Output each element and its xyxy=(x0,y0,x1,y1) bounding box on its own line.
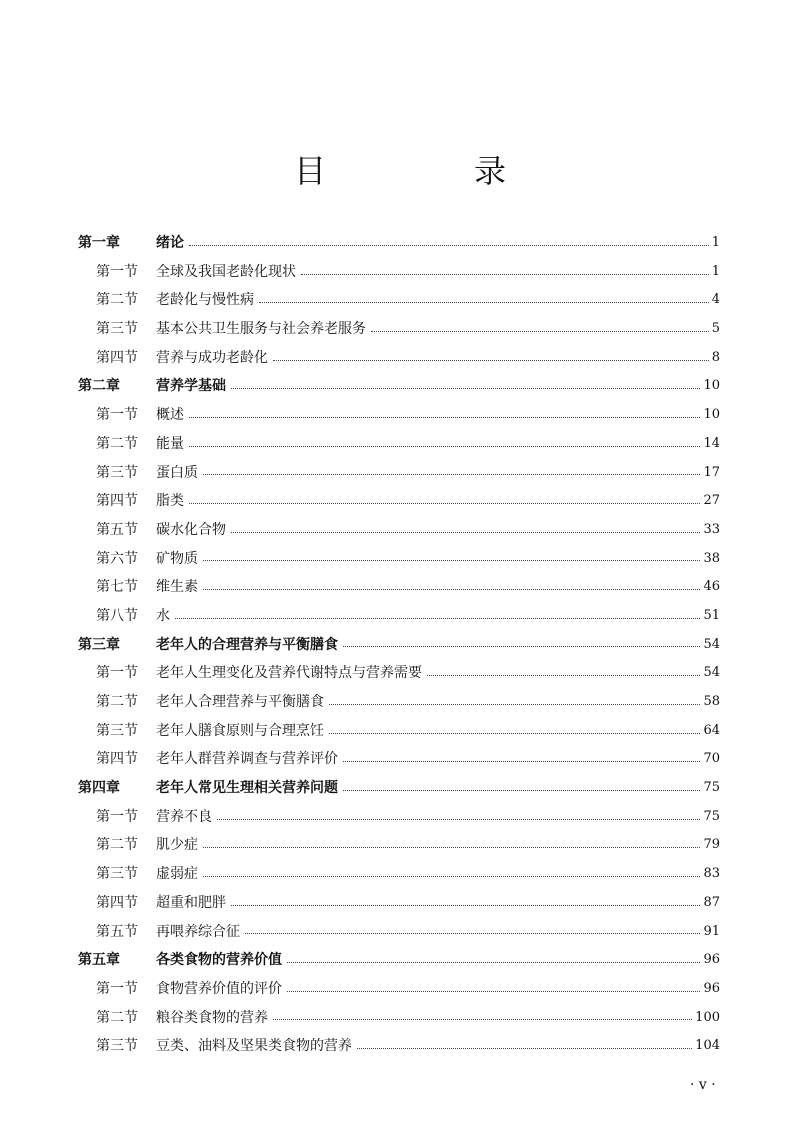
toc-entry-number: 第一节 xyxy=(96,263,138,280)
toc-entry-title: 虚弱症 xyxy=(156,866,198,883)
toc-dot-leader xyxy=(175,618,700,619)
toc-entry-title: 营养学基础 xyxy=(156,378,226,395)
toc-entry-page: 17 xyxy=(703,464,720,480)
toc-entry-title: 肌少症 xyxy=(156,837,198,854)
toc-section-entry[interactable] xyxy=(78,573,720,602)
toc-entry-title: 维生素 xyxy=(156,579,198,596)
toc-entry-title: 豆类、油料及坚果类食物的营养 xyxy=(156,1038,352,1055)
toc-entry-page: 14 xyxy=(703,435,720,451)
toc-section-entry[interactable] xyxy=(78,516,720,545)
toc-entry-page: 70 xyxy=(703,751,720,767)
toc-entry-page: 104 xyxy=(695,1038,720,1054)
toc-section-entry[interactable] xyxy=(78,487,720,516)
toc-chapter-entry[interactable] xyxy=(78,774,720,803)
toc-entry-number: 第四章 xyxy=(78,780,120,797)
toc-entry-number: 第二节 xyxy=(96,837,138,854)
toc-chapter-entry[interactable] xyxy=(78,631,720,660)
toc-entry-page: 96 xyxy=(703,980,720,996)
toc-dot-leader xyxy=(189,245,709,246)
toc-dot-leader xyxy=(203,589,700,590)
toc-dot-leader xyxy=(427,675,700,676)
toc-section-entry[interactable] xyxy=(78,545,720,574)
toc-entry-page: 10 xyxy=(703,407,720,423)
toc-entry-title: 超重和肥胖 xyxy=(156,894,226,911)
toc-entry-number: 第七节 xyxy=(96,579,138,596)
toc-entry-number: 第三节 xyxy=(96,1038,138,1055)
toc-chapter-entry[interactable] xyxy=(78,229,720,258)
toc-entry-number: 第二节 xyxy=(96,1009,138,1026)
toc-entry-number: 第五章 xyxy=(78,952,120,969)
toc-section-entry[interactable] xyxy=(78,459,720,488)
toc-entry-title: 能量 xyxy=(156,435,184,452)
toc-dot-leader xyxy=(245,933,700,934)
toc-dot-leader xyxy=(343,761,700,762)
toc-dot-leader xyxy=(259,302,709,303)
toc-chapter-entry[interactable] xyxy=(78,946,720,975)
toc-entry-number: 第六节 xyxy=(96,550,138,567)
toc-entry-title: 概述 xyxy=(156,407,184,424)
toc-entry-title: 矿物质 xyxy=(156,550,198,567)
toc-entry-number: 第一章 xyxy=(78,235,120,251)
toc-entry-title: 各类食物的营养价值 xyxy=(156,952,282,969)
toc-section-entry[interactable] xyxy=(78,430,720,459)
toc-dot-leader xyxy=(203,847,700,848)
toc-entry-number: 第二节 xyxy=(96,435,138,452)
toc-section-entry[interactable] xyxy=(78,344,720,373)
toc-dot-leader xyxy=(273,1019,692,1020)
toc-dot-leader xyxy=(203,876,700,877)
toc-section-entry[interactable] xyxy=(78,286,720,315)
toc-entry-title: 水 xyxy=(156,607,170,624)
toc-section-entry[interactable] xyxy=(78,1032,720,1061)
toc-entry-number: 第三节 xyxy=(96,722,138,739)
toc-section-entry[interactable] xyxy=(78,315,720,344)
toc-dot-leader xyxy=(231,532,700,533)
toc-dot-leader xyxy=(343,790,700,791)
toc-section-entry[interactable] xyxy=(78,803,720,832)
toc-section-entry[interactable] xyxy=(78,831,720,860)
toc-entry-page: 1 xyxy=(711,235,720,250)
toc-section-entry[interactable] xyxy=(78,688,720,717)
toc-entry-number: 第三节 xyxy=(96,321,138,338)
toc-dot-leader xyxy=(189,446,700,447)
toc-section-entry[interactable] xyxy=(78,889,720,918)
toc-dot-leader xyxy=(231,905,700,906)
toc-entry-number: 第三节 xyxy=(96,464,138,481)
toc-dot-leader xyxy=(329,704,700,705)
toc-dot-leader xyxy=(203,474,700,475)
toc-entry-number: 第一节 xyxy=(96,665,138,682)
toc-entry-page: 87 xyxy=(703,894,720,910)
toc-entry-page: 64 xyxy=(703,722,720,738)
toc-dot-leader xyxy=(203,560,700,561)
toc-entry-number: 第四节 xyxy=(96,751,138,768)
toc-entry-title: 绪论 xyxy=(156,235,184,251)
toc-entry-number: 第五节 xyxy=(96,521,138,538)
toc-chapter-entry[interactable] xyxy=(78,372,720,401)
toc-section-entry[interactable] xyxy=(78,1004,720,1033)
toc-entry-number: 第三章 xyxy=(78,636,120,653)
toc-entry-title: 碳水化合物 xyxy=(156,521,226,538)
toc-entry-page: 75 xyxy=(703,780,720,796)
toc-entry-number: 第四节 xyxy=(96,349,138,366)
toc-dot-leader xyxy=(371,331,709,332)
toc-entry-title: 脂类 xyxy=(156,493,184,510)
toc-section-entry[interactable] xyxy=(78,717,720,746)
toc-entry-page: 51 xyxy=(703,607,720,623)
toc-entry-page: 100 xyxy=(695,1009,720,1025)
toc-entry-page: 5 xyxy=(711,321,720,337)
toc-entry-title: 再喂养综合征 xyxy=(156,923,240,940)
toc-entry-number: 第二节 xyxy=(96,292,138,309)
table-of-contents xyxy=(78,229,720,1061)
toc-entry-title: 老年人群营养调查与营养评价 xyxy=(156,751,338,768)
toc-entry-page: 33 xyxy=(703,521,720,537)
toc-entry-title: 老龄化与慢性病 xyxy=(156,292,254,309)
toc-entry-page: 38 xyxy=(703,550,720,566)
toc-entry-page: 46 xyxy=(703,579,720,595)
toc-section-entry[interactable] xyxy=(78,258,720,287)
toc-entry-title: 基本公共卫生服务与社会养老服务 xyxy=(156,321,366,338)
toc-section-entry[interactable] xyxy=(78,602,720,631)
page-number: · v · xyxy=(690,1077,716,1093)
toc-dot-leader xyxy=(357,1048,692,1049)
toc-entry-title: 蛋白质 xyxy=(156,464,198,481)
page-title: 目 录 xyxy=(293,152,564,190)
toc-entry-page: 10 xyxy=(703,378,720,394)
toc-entry-title: 老年人合理营养与平衡膳食 xyxy=(156,694,324,710)
toc-entry-number: 第二节 xyxy=(96,694,138,710)
toc-dot-leader xyxy=(301,274,709,275)
toc-entry-number: 第二章 xyxy=(78,378,120,395)
toc-entry-page: 27 xyxy=(703,493,720,509)
toc-entry-page: 79 xyxy=(703,837,720,853)
toc-entry-page: 96 xyxy=(703,952,720,968)
toc-entry-page: 54 xyxy=(703,665,720,681)
toc-section-entry[interactable] xyxy=(78,745,720,774)
toc-dot-leader xyxy=(287,991,700,992)
toc-entry-number: 第三节 xyxy=(96,866,138,883)
toc-section-entry[interactable] xyxy=(78,975,720,1004)
toc-section-entry[interactable] xyxy=(78,659,720,688)
toc-entry-number: 第八节 xyxy=(96,607,138,624)
toc-entry-number: 第一节 xyxy=(96,407,138,424)
toc-entry-title: 老年人生理变化及营养代谢特点与营养需要 xyxy=(156,665,422,682)
toc-entry-title: 全球及我国老龄化现状 xyxy=(156,263,296,280)
toc-entry-page: 83 xyxy=(703,866,720,882)
toc-entry-page: 91 xyxy=(703,923,720,939)
toc-section-entry[interactable] xyxy=(78,401,720,430)
toc-entry-number: 第一节 xyxy=(96,808,138,825)
toc-entry-page: 4 xyxy=(711,292,720,308)
toc-entry-title: 粮谷类食物的营养 xyxy=(156,1009,268,1026)
toc-entry-number: 第四节 xyxy=(96,493,138,510)
toc-entry-title: 食物营养价值的评价 xyxy=(156,980,282,997)
toc-entry-number: 第五节 xyxy=(96,923,138,940)
toc-entry-page: 58 xyxy=(703,694,720,709)
toc-section-entry[interactable] xyxy=(78,918,720,947)
toc-dot-leader xyxy=(189,417,700,418)
toc-entry-title: 老年人常见生理相关营养问题 xyxy=(156,780,338,797)
toc-dot-leader xyxy=(231,388,700,389)
toc-entry-page: 8 xyxy=(711,349,720,365)
toc-dot-leader xyxy=(273,360,709,361)
toc-entry-title: 老年人膳食原则与合理烹饪 xyxy=(156,722,324,739)
toc-entry-title: 老年人的合理营养与平衡膳食 xyxy=(156,636,338,653)
toc-entry-number: 第一节 xyxy=(96,980,138,997)
toc-dot-leader xyxy=(217,819,700,820)
toc-entry-number: 第四节 xyxy=(96,894,138,911)
toc-section-entry[interactable] xyxy=(78,860,720,889)
toc-entry-title: 营养不良 xyxy=(156,808,212,825)
toc-entry-page: 54 xyxy=(703,636,720,652)
toc-dot-leader xyxy=(329,733,700,734)
toc-entry-page: 75 xyxy=(703,808,720,824)
toc-dot-leader xyxy=(189,503,700,504)
toc-entry-title: 营养与成功老龄化 xyxy=(156,349,268,366)
toc-dot-leader xyxy=(343,646,700,647)
toc-dot-leader xyxy=(287,962,700,963)
toc-entry-page: 1 xyxy=(711,263,720,279)
